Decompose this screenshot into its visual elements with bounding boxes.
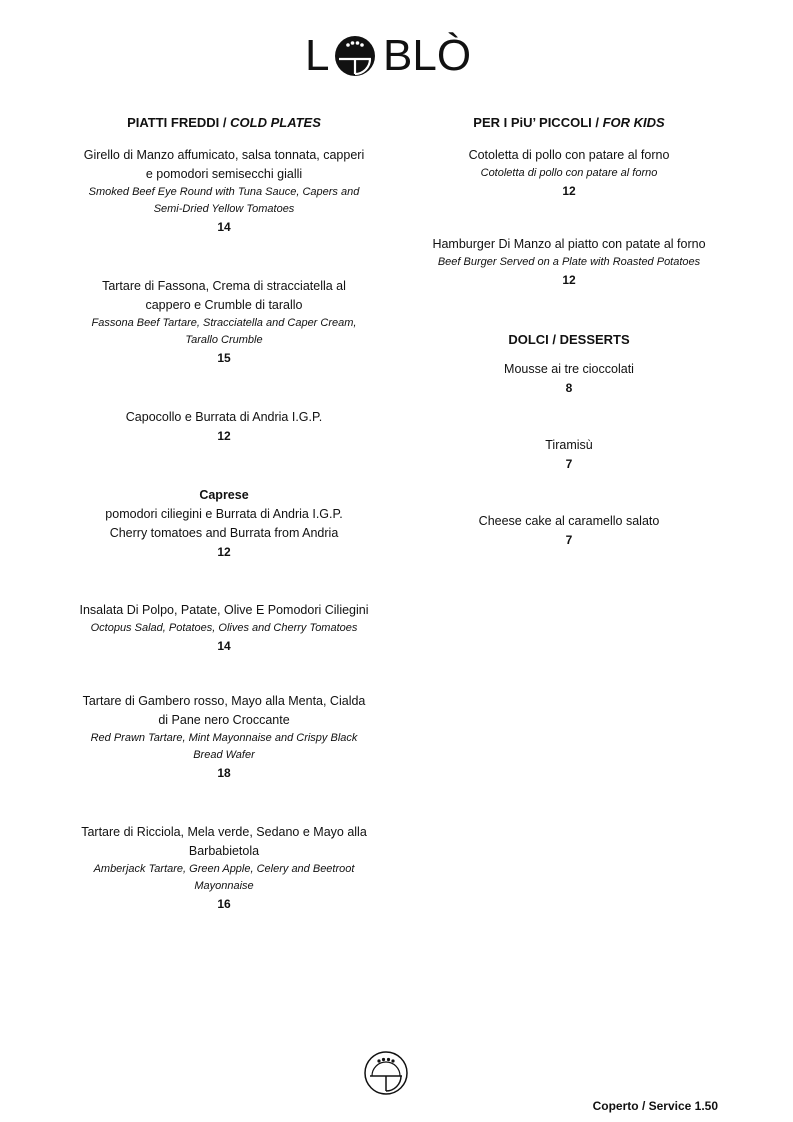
price: 12 (562, 184, 576, 198)
menu-item: Tartare di Ricciola, Mela verde, Sedano e Mayo alla Barbabietola Amberjack Tartare, Green Apple, Celery and Beetroot Mayonnaise 16 (64, 823, 384, 913)
kids-heading: PER I PiU’ PICCOLI / FOR KIDS (473, 115, 665, 130)
price: 12 (562, 273, 576, 287)
price: 14 (217, 220, 231, 234)
footer-emblem-icon (363, 1050, 409, 1096)
service-charge: Coperto / Service 1.50 (592, 1099, 718, 1113)
logo-emblem-icon (333, 34, 377, 78)
item-title: Caprese (199, 488, 249, 502)
menu-item: Mousse ai tre cioccolati 8 (409, 360, 729, 397)
logo-letters-blo: BLÒ (383, 31, 472, 80)
price: 12 (217, 429, 231, 443)
loblo-logo (303, 32, 493, 80)
menu-item: Caprese pomodori ciliegini e Burrata di Andria I.G.P. Cherry tomatoes and Burrata from Andria 12 (64, 486, 384, 561)
menu-item: Tartare di Gambero rosso, Mayo alla Menta, Cialda di Pane nero Croccante Red Prawn Tartare, Mint Mayonnaise and Crispy Black Bread Wafer 18 (64, 692, 384, 782)
cold-plates-heading: PIATTI FREDDI / COLD PLATES (127, 115, 321, 130)
price: 8 (565, 381, 573, 395)
price: 16 (217, 897, 231, 911)
menu-item: Cheese cake al caramello salato 7 (409, 512, 729, 549)
price: 12 (217, 545, 231, 559)
menu-item: Tartare di Fassona, Crema di stracciatella al cappero e Crumble di tarallo Fassona Beef Tartare, Stracciatella and Caper Cream, Tarallo Crumble 15 (64, 277, 384, 367)
desserts-heading: DOLCI / DESSERTS (508, 332, 630, 347)
price: 7 (565, 533, 573, 547)
price: 18 (217, 766, 231, 780)
menu-item: Girello di Manzo affumicato, salsa tonnata, capperi e pomodori semisecchi gialli Smoked Beef Eye Round with Tuna Sauce, Capers and Semi-Dried Yellow Tomatoes 14 (64, 146, 384, 236)
menu-item: Insalata Di Polpo, Patate, Olive E Pomodori Ciliegini Octopus Salad, Potatoes, Olives and Cherry Tomatoes 14 (64, 601, 384, 655)
menu-item: Tiramisù 7 (409, 436, 729, 473)
price: 15 (217, 351, 231, 365)
logo-letter-l: L (305, 31, 330, 80)
price: 14 (217, 639, 231, 653)
price: 7 (565, 457, 573, 471)
menu-item: Capocollo e Burrata di Andria I.G.P. 12 (64, 408, 384, 445)
menu-item: Hamburger Di Manzo al piatto con patate al forno Beef Burger Served on a Plate with Roasted Potatoes 12 (409, 235, 729, 289)
menu-item: Cotoletta di pollo con patare al forno Cotoletta di pollo con patare al forno 12 (409, 146, 729, 200)
